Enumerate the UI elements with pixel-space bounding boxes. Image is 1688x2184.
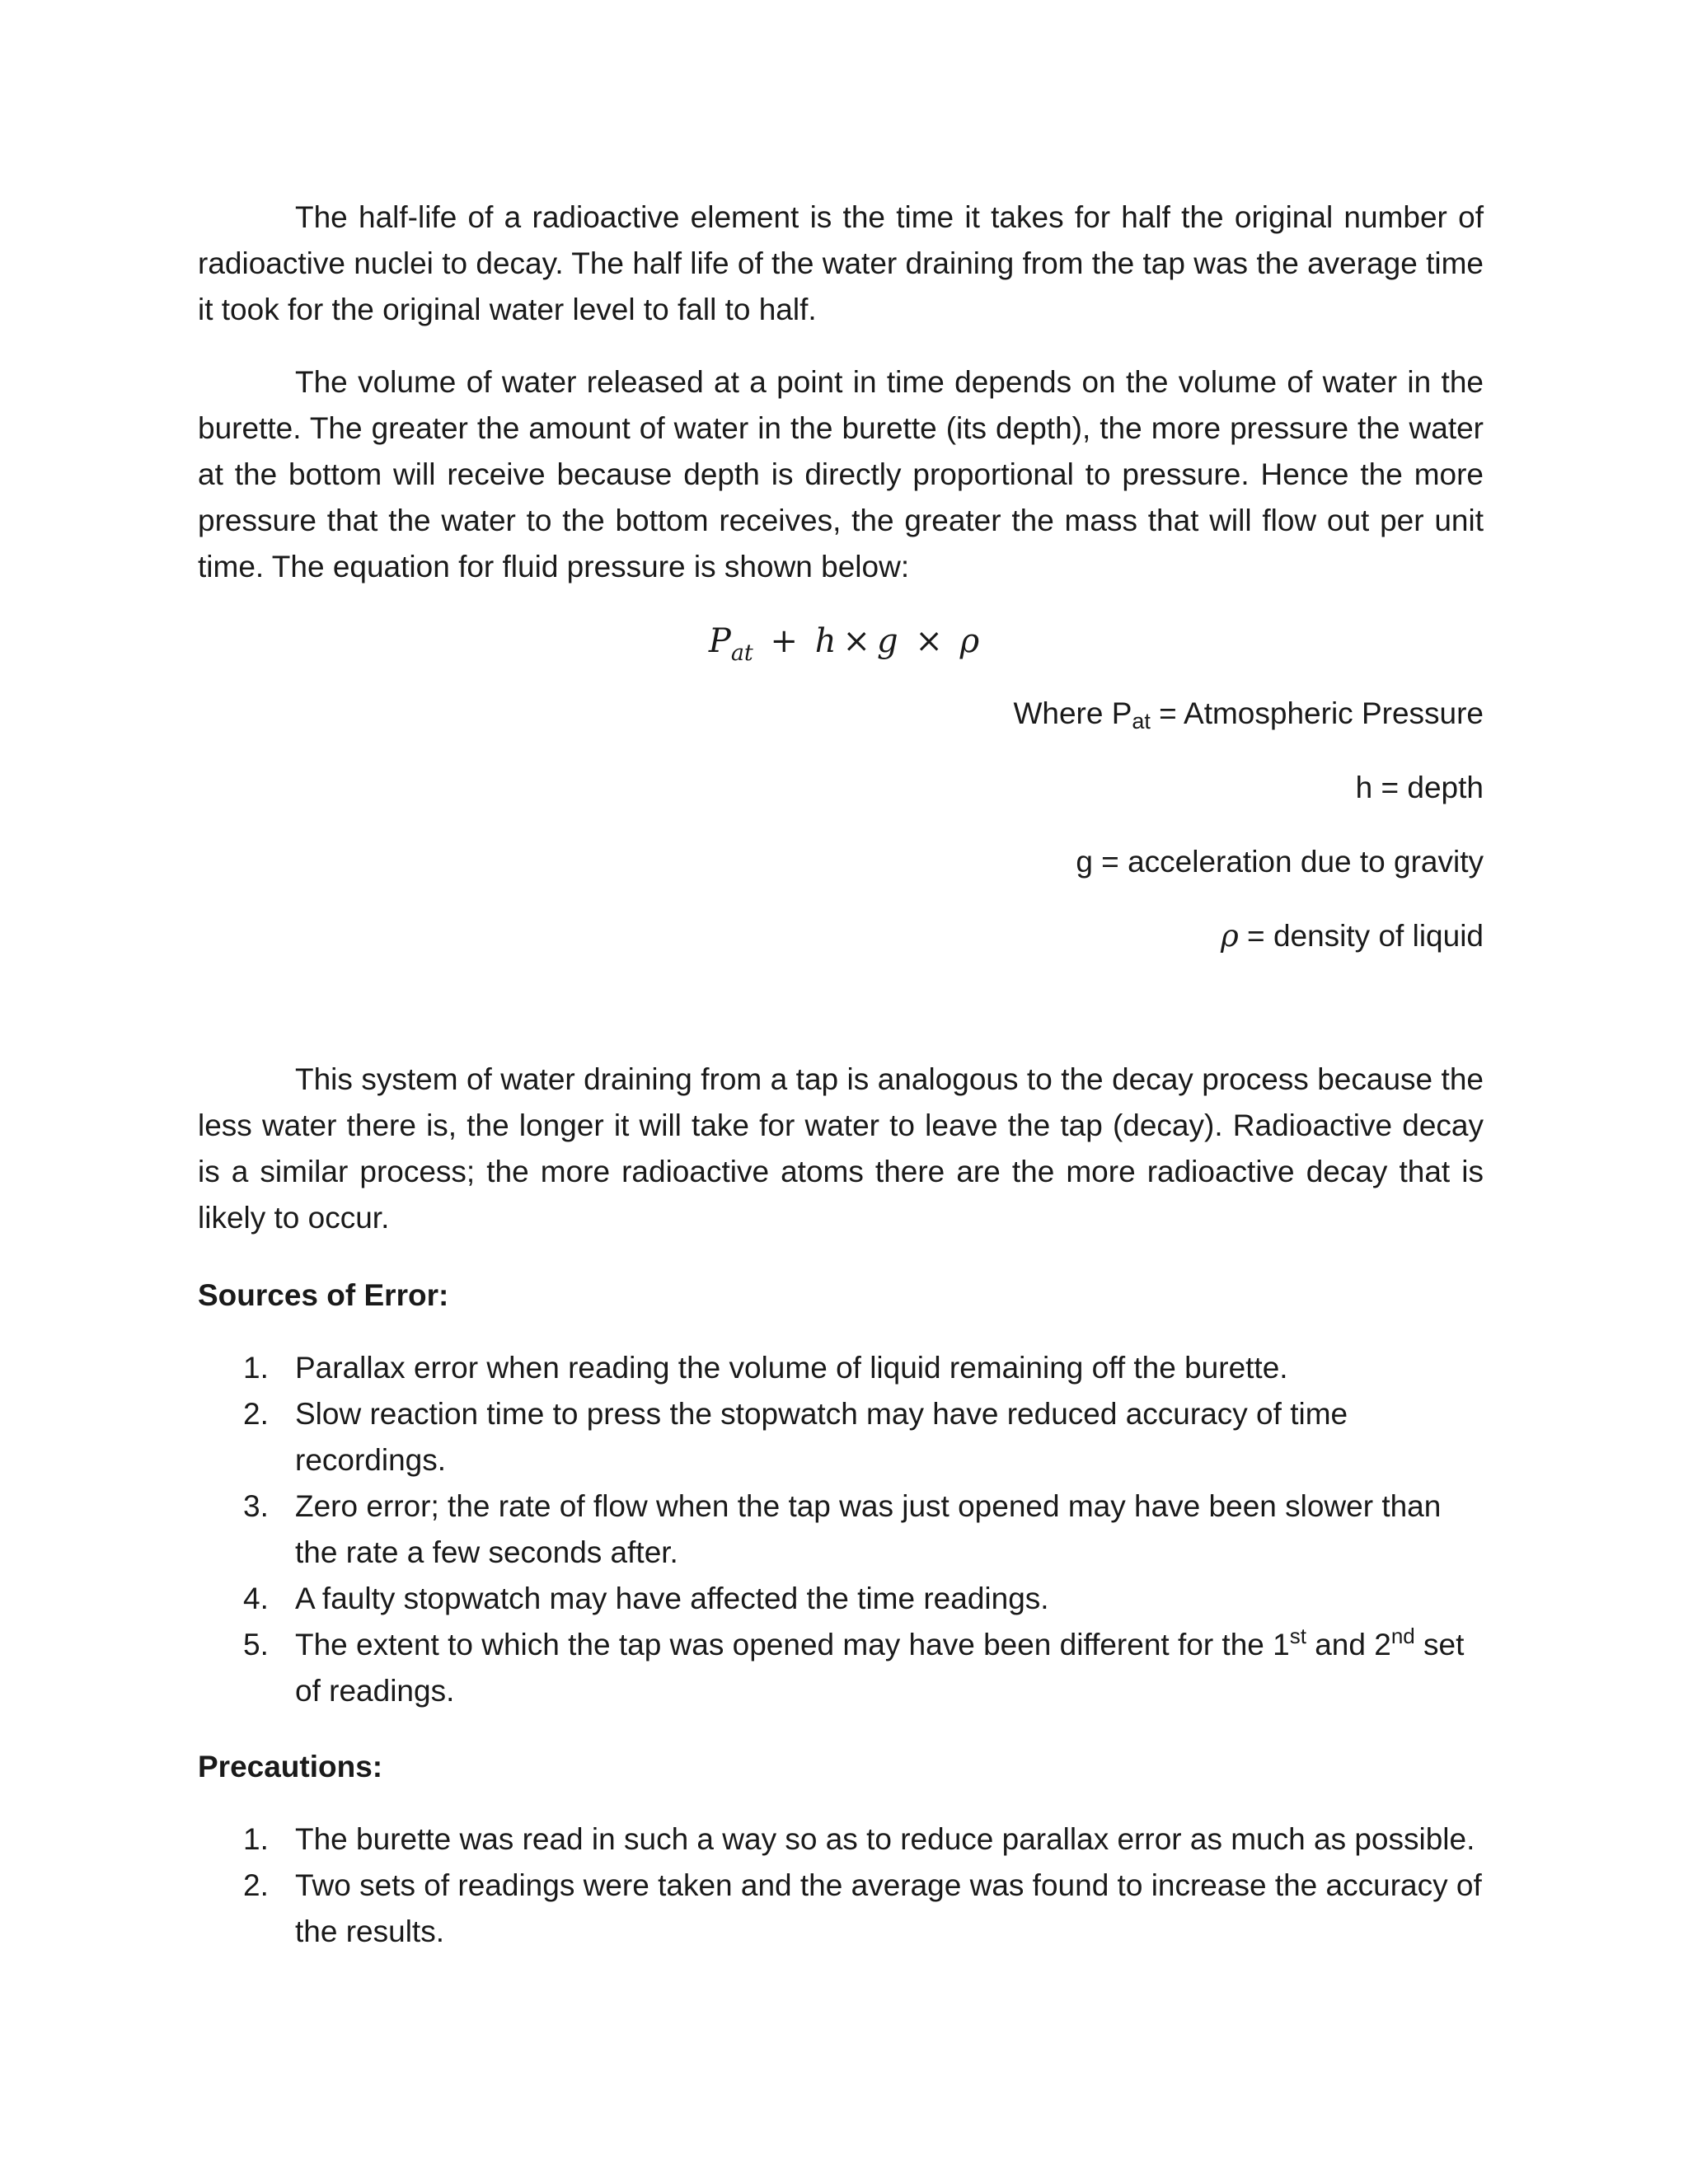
list-item-number: 5.	[243, 1628, 269, 1661]
list-item-text-part: The extent to which the tap was opened may have been different for the 1	[295, 1628, 1290, 1661]
list-item-text: A faulty stopwatch may have affected the time readings.	[295, 1582, 1049, 1615]
list-item-number: 4.	[243, 1582, 269, 1615]
list-item-number: 3.	[243, 1489, 269, 1523]
equation-times-2: ×	[915, 622, 943, 660]
equation-g: g	[877, 622, 898, 660]
precautions-list	[198, 1816, 1484, 1955]
list-item-text: Two sets of readings were taken and the average was found to increase the accuracy of the results.	[295, 1868, 1482, 1948]
sources-of-error-heading: Sources of Error:	[198, 1278, 449, 1312]
where-h: h = depth	[1355, 771, 1484, 804]
where-pat-description: = Atmospheric Pressure	[1150, 696, 1484, 730]
list-item-text	[295, 1624, 1465, 1708]
where-rho	[1221, 913, 1484, 959]
ordinal-superscript: st	[1289, 1624, 1306, 1648]
list-item	[198, 1622, 1484, 1714]
list-item	[198, 1816, 1484, 1863]
fluid-pressure-equation	[0, 616, 1688, 678]
list-item-text: The burette was read in such a way so as to reduce parallax error as much as possible.	[295, 1822, 1475, 1856]
list-item-text: Parallax error when reading the volume of liquid remaining off the burette.	[295, 1351, 1288, 1385]
list-item-number: 1.	[243, 1351, 269, 1385]
equation-times-1: ×	[842, 622, 871, 660]
list-item	[198, 1576, 1484, 1622]
paragraph-half-life: The half-life of a radioactive element is the time it takes for half the original number of radioactive nuclei to decay. The half life of the water draining from the tap was the average time it took for the original water level to fall to half.	[198, 200, 1484, 326]
where-pat-subscript: at	[1132, 709, 1151, 733]
list-item-text: Slow reaction time to press the stopwatch may have reduced accuracy of time recordings.	[295, 1397, 1348, 1477]
list-item	[198, 1483, 1484, 1576]
list-item	[198, 1345, 1484, 1391]
precautions-heading: Precautions:	[198, 1750, 383, 1783]
where-pat-prefix: Where P	[1013, 696, 1132, 730]
paragraph-pressure: The volume of water released at a point in time depends on the volume of water in the burette. The greater the amount of water in the burette (its depth), the more pressure the water at the bottom will receive because depth is directly proportional to pressure. Hence the more pressure that the water to the bottom receives, the greater the mass that will flow out per unit time. The equation for fluid pressure is shown below:	[198, 365, 1484, 583]
list-item-text-part: and 2	[1306, 1628, 1391, 1661]
list-item	[198, 1863, 1484, 1955]
sources-of-error-list	[198, 1345, 1484, 1714]
list-item-number: 2.	[243, 1868, 269, 1902]
equation-rho: ρ	[959, 622, 980, 660]
equation-p: P	[708, 622, 731, 660]
ordinal-superscript: nd	[1390, 1624, 1415, 1648]
where-rho-symbol: ρ	[1221, 918, 1239, 954]
paragraph-analogy: This system of water draining from a tap is analogous to the decay process because the less water there is, the longer it will take for water to leave the tap (decay). Radioactive decay is a similar process; the more radioactive atoms there are the more radioactive decay that is likely to occur.	[198, 1062, 1484, 1235]
equation-plus: +	[770, 622, 799, 660]
equation-h: h	[814, 622, 837, 660]
list-item-number: 2.	[243, 1397, 269, 1431]
list-item-text: Zero error; the rate of flow when the tap was just opened may have been slower than the rate a few seconds after.	[295, 1489, 1442, 1569]
where-g: g = acceleration due to gravity	[1076, 845, 1484, 879]
list-item	[198, 1391, 1484, 1483]
list-item-text-part: set of readings.	[295, 1628, 1465, 1708]
equation-p-subscript: at	[730, 640, 753, 666]
list-item-number: 1.	[243, 1822, 269, 1856]
where-pat	[1013, 691, 1484, 737]
where-rho-description: = density of liquid	[1238, 919, 1484, 953]
